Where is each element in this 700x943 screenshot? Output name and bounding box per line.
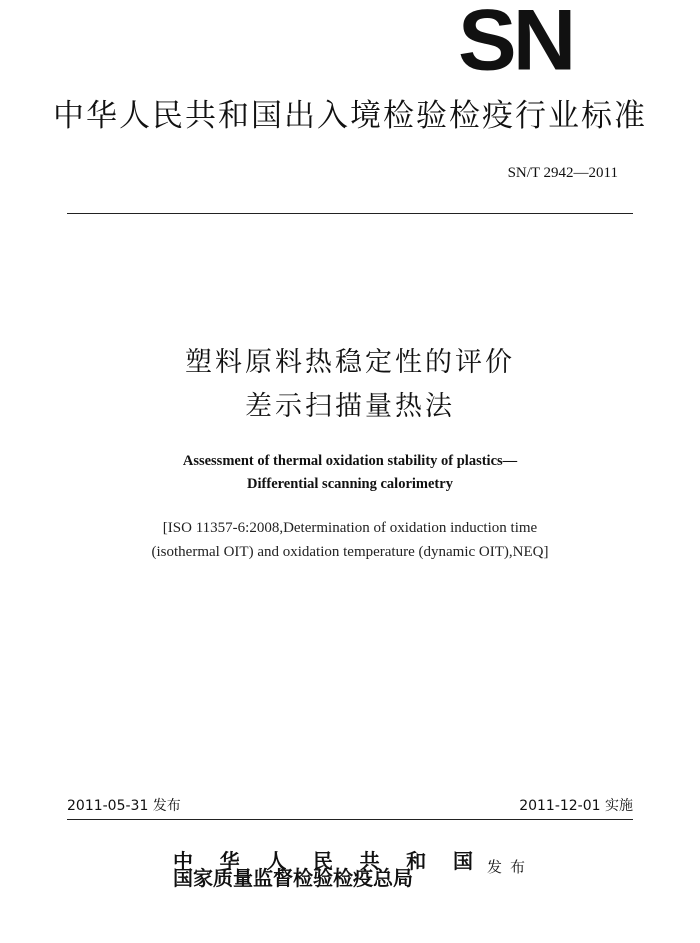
issuer-char: 华 — [219, 849, 240, 873]
issuer-char: 共 — [359, 849, 380, 873]
cn-title-line2: 差示扫描量热法 — [245, 391, 455, 422]
issuer-char: 国 — [452, 849, 473, 873]
issuer-char: 和 — [406, 849, 427, 873]
publish-label: 发布 — [487, 858, 534, 876]
issuer-agency: 国家质量监督检验检疫总局 — [173, 866, 413, 890]
standard-category-title: 中华人民共和国出入境检验检疫行业标准 — [53, 98, 647, 134]
issuer-char: 中 — [173, 849, 193, 873]
iso-reference-line1: [ISO 11357-6:2008,Determination of oxidation induction time — [162, 520, 538, 536]
effective-date: 2011-12-01 实施 — [519, 798, 633, 814]
en-title-line1: Assessment of thermal oxidation stability of plastics— — [182, 453, 518, 469]
top-divider — [67, 213, 633, 214]
bottom-divider — [67, 819, 633, 820]
iso-reference-line2: (isothermal OIT) and oxidation temperature (dynamic OIT),NEQ] — [151, 544, 549, 560]
en-title-line2: Differential scanning calorimetry — [247, 476, 453, 492]
issue-date: 2011-05-31 发布 — [67, 798, 181, 814]
issuer-char: 民 — [312, 849, 333, 873]
sn-logo: SN — [458, 6, 573, 75]
issuer-char: 人 — [266, 849, 287, 873]
cn-title-line1: 塑料原料热稳定性的评价 — [185, 347, 515, 378]
standard-number: SN/T 2942—2011 — [507, 165, 618, 181]
